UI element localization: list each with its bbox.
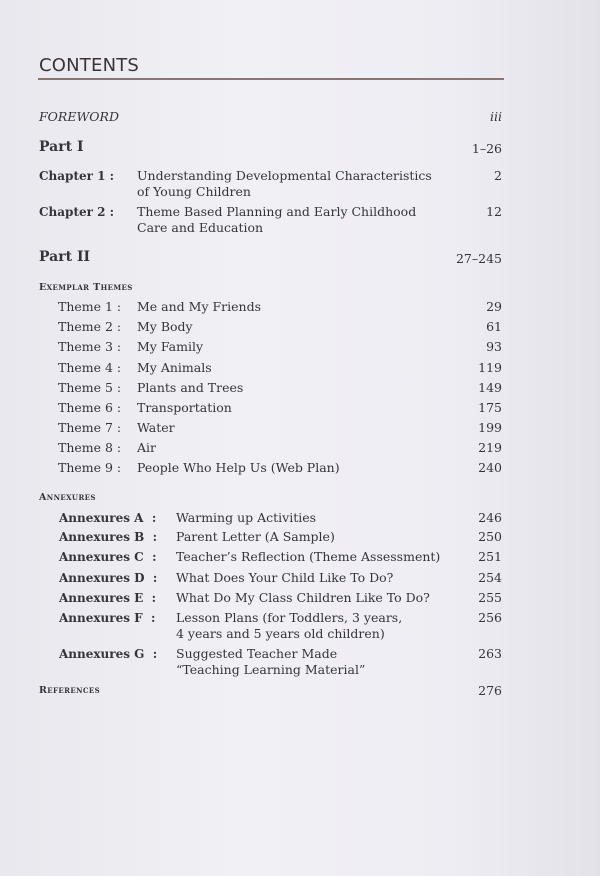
chapter-2-title-line2: Care and Education bbox=[137, 220, 264, 235]
annexure-f-page: 256 bbox=[478, 610, 502, 625]
chapter-1-title bbox=[137, 168, 437, 200]
annexure-f-title-line1: Lesson Plans (for Toddlers, 3 years, bbox=[176, 610, 403, 625]
annexure-g-title-line1: Suggested Teacher Made bbox=[176, 646, 338, 661]
chapter-1-label: Chapter 1 : bbox=[39, 169, 115, 183]
theme-4-title: My Animals bbox=[137, 360, 212, 375]
theme-2-label: Theme 2 : bbox=[58, 319, 122, 334]
annexure-d-page: 254 bbox=[478, 570, 502, 585]
theme-6-label: Theme 6 : bbox=[58, 400, 122, 415]
part-1-pages: 1–26 bbox=[471, 141, 502, 156]
annexure-a-label: Annexures A : bbox=[59, 511, 157, 525]
theme-8-title: Air bbox=[137, 440, 157, 455]
theme-4-page: 119 bbox=[478, 360, 502, 375]
theme-1-title: Me and My Friends bbox=[137, 299, 261, 314]
annexure-a-page: 246 bbox=[478, 510, 502, 525]
title-rule bbox=[38, 78, 504, 80]
annexures-heading: Annexures bbox=[39, 492, 96, 503]
theme-7-label: Theme 7 : bbox=[58, 420, 122, 435]
theme-2-page: 61 bbox=[486, 319, 502, 334]
part-2-pages: 27–245 bbox=[455, 251, 502, 266]
theme-1-page: 29 bbox=[486, 299, 502, 314]
annexure-g-page: 263 bbox=[478, 646, 502, 661]
annexure-b-label: Annexures B : bbox=[59, 530, 158, 544]
annexure-c-page: 251 bbox=[478, 549, 502, 564]
theme-5-label: Theme 5 : bbox=[58, 380, 122, 395]
part-1-label: Part I bbox=[39, 139, 84, 155]
annexure-a-title: Warming up Activities bbox=[176, 510, 317, 525]
annexure-c-title: Teacher’s Reflection (Theme Assessment) bbox=[176, 549, 441, 564]
chapter-2-title-line1: Theme Based Planning and Early Childhood bbox=[137, 204, 417, 219]
annexure-b-page: 250 bbox=[478, 529, 502, 544]
theme-5-page: 149 bbox=[478, 380, 502, 395]
annexure-f-label: Annexures F : bbox=[59, 611, 156, 625]
chapter-2-page: 12 bbox=[486, 204, 502, 219]
theme-1-label: Theme 1 : bbox=[58, 299, 122, 314]
foreword-page: iii bbox=[490, 109, 502, 124]
chapter-1-page: 2 bbox=[494, 168, 502, 183]
theme-3-title: My Family bbox=[137, 339, 204, 354]
annexure-c-label: Annexures C : bbox=[59, 550, 157, 564]
theme-3-page: 93 bbox=[486, 339, 502, 354]
annexure-g-title bbox=[176, 646, 446, 678]
theme-5-title: Plants and Trees bbox=[137, 380, 244, 395]
theme-6-title: Transportation bbox=[137, 400, 232, 415]
annexure-e-label: Annexures E : bbox=[59, 591, 157, 605]
page-title: CONTENTS bbox=[39, 55, 140, 76]
theme-7-title: Water bbox=[137, 420, 175, 435]
annexure-g-label: Annexures G : bbox=[59, 647, 158, 661]
theme-9-title: People Who Help Us (Web Plan) bbox=[137, 460, 340, 475]
theme-3-label: Theme 3 : bbox=[58, 339, 122, 354]
theme-8-page: 219 bbox=[478, 440, 502, 455]
chapter-1-title-line2: of Young Children bbox=[137, 184, 251, 199]
annexure-b-title: Parent Letter (A Sample) bbox=[176, 529, 335, 544]
theme-7-page: 199 bbox=[478, 420, 502, 435]
part-2-label: Part II bbox=[39, 249, 91, 265]
theme-9-page: 240 bbox=[478, 460, 502, 475]
theme-2-title: My Body bbox=[137, 319, 193, 334]
theme-4-label: Theme 4 : bbox=[58, 360, 122, 375]
foreword-label: FOREWORD bbox=[39, 109, 119, 124]
annexure-d-title: What Does Your Child Like To Do? bbox=[176, 570, 394, 585]
theme-8-label: Theme 8 : bbox=[58, 440, 122, 455]
annexure-f-title-line2: 4 years and 5 years old children) bbox=[176, 626, 385, 641]
exemplar-themes-heading: Exemplar Themes bbox=[39, 282, 133, 293]
annexure-e-page: 255 bbox=[478, 590, 502, 605]
chapter-2-title bbox=[137, 204, 437, 236]
references-label: References bbox=[39, 685, 101, 696]
annexure-g-title-line2: “Teaching Learning Material” bbox=[176, 662, 366, 677]
references-page: 276 bbox=[478, 683, 502, 698]
annexure-e-title: What Do My Class Children Like To Do? bbox=[176, 590, 430, 605]
theme-6-page: 175 bbox=[478, 400, 502, 415]
annexure-d-label: Annexures D : bbox=[59, 571, 158, 585]
theme-9-label: Theme 9 : bbox=[58, 460, 122, 475]
chapter-2-label: Chapter 2 : bbox=[39, 205, 115, 219]
chapter-1-title-line1: Understanding Developmental Characteristics bbox=[137, 168, 432, 183]
annexure-f-title bbox=[176, 610, 446, 642]
